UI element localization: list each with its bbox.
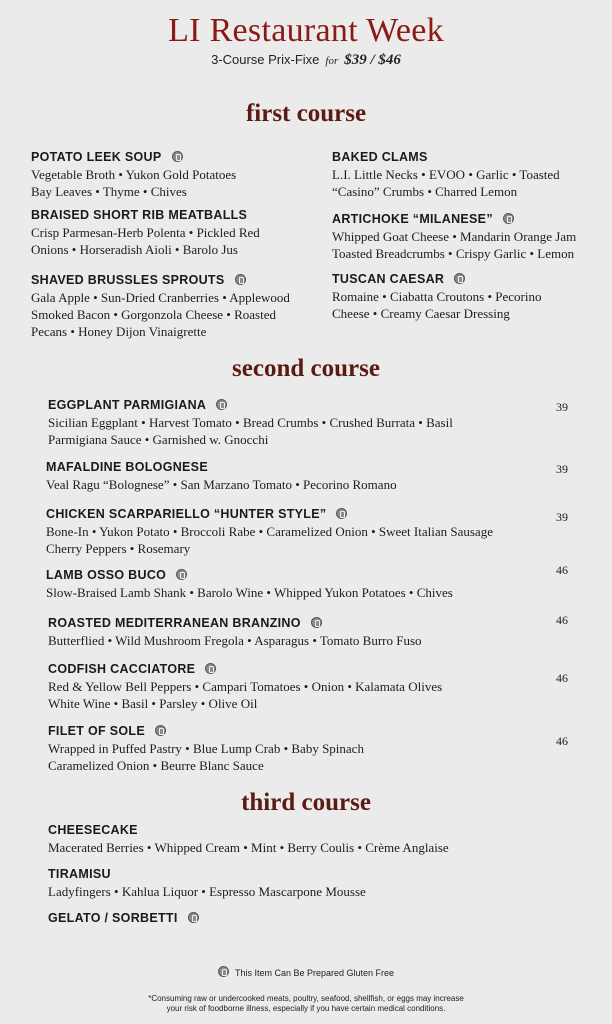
item-name: SHAVED BRUSSLES SPROUTS: [31, 273, 225, 287]
desc-line: Ladyfingers • Kahlua Liquor • Espresso Mascarpone Mousse: [48, 884, 366, 899]
for-word: for: [325, 55, 339, 67]
disclaimer-line: *Consuming raw or undercooked meats, poultry, seafood, shellfish, or eggs may increase: [148, 994, 464, 1003]
item-price: 39: [556, 400, 568, 414]
gluten-free-icon: [216, 399, 227, 410]
item-name: BAKED CLAMS: [332, 150, 428, 164]
gluten-free-icon: [188, 912, 199, 923]
menu-item: [31, 207, 260, 258]
desc-line: Parmigiana Sauce • Garnished w. Gnocchi: [48, 432, 269, 447]
item-description: [48, 740, 364, 774]
desc-line: Gala Apple • Sun-Dried Cranberries • Applewood: [31, 290, 290, 305]
desc-line: Slow-Braised Lamb Shank • Barolo Wine • Whipped Yukon Potatoes • Chives: [46, 585, 453, 600]
subtitle-text: 3-Course Prix-Fixe: [211, 52, 320, 67]
gluten-free-icon: [176, 569, 187, 580]
gluten-free-legend: [0, 966, 612, 978]
desc-line: White Wine • Basil • Parsley • Olive Oil: [48, 696, 258, 711]
gluten-free-icon: [235, 274, 246, 285]
menu-item: [332, 271, 542, 322]
item-description: [31, 289, 290, 340]
desc-line: Veal Ragu “Bolognese” • San Marzano Tomato • Pecorino Romano: [46, 477, 397, 492]
menu-item: [31, 149, 236, 200]
gluten-free-icon: [205, 663, 216, 674]
first-course-heading: first course: [245, 100, 367, 127]
legend-text: This Item Can Be Prepared Gluten Free: [234, 968, 395, 978]
menu-item: [46, 567, 453, 601]
desc-line: Bay Leaves • Thyme • Chives: [31, 184, 187, 199]
desc-line: Sicilian Eggplant • Harvest Tomato • Bread Crumbs • Crushed Burrata • Basil: [48, 415, 453, 430]
item-description: [48, 883, 366, 900]
menu-item: [48, 615, 422, 649]
menu-item: [48, 661, 442, 712]
item-description: [31, 166, 236, 200]
desc-line: Butterflied • Wild Mushroom Fregola • Asparagus • Tomato Burro Fuso: [48, 633, 422, 648]
item-description: [48, 632, 422, 649]
desc-line: Pecans • Honey Dijon Vinaigrette: [31, 324, 207, 339]
item-description: [332, 166, 560, 200]
desc-line: Red & Yellow Bell Peppers • Campari Tomatoes • Onion • Kalamata Olives: [48, 679, 443, 694]
menu-item: [332, 211, 576, 262]
desc-line: L.I. Little Necks • EVOO • Garlic • Toasted: [332, 167, 560, 182]
item-description: [48, 839, 449, 856]
item-price: 46: [556, 734, 568, 748]
item-description: [332, 228, 576, 262]
desc-line: Bone-In • Yukon Potato • Broccoli Rabe • Caramelized Onion • Sweet Italian Sausage: [46, 524, 493, 539]
gluten-free-icon: [218, 966, 229, 977]
item-name: EGGPLANT PARMIGIANA: [48, 398, 207, 412]
item-name: CHICKEN SCARPARIELLO “HUNTER STYLE”: [46, 507, 327, 521]
item-name: CHEESECAKE: [48, 823, 138, 837]
page-title: LI Restaurant Week: [168, 12, 444, 49]
item-name: POTATO LEEK SOUP: [31, 150, 162, 164]
desc-line: Cheese • Creamy Caesar Dressing: [332, 306, 510, 321]
item-name: FILET OF SOLE: [48, 724, 145, 738]
item-name: BRAISED SHORT RIB MEATBALLS: [31, 208, 248, 222]
item-description: [46, 584, 453, 601]
gluten-free-icon: [172, 151, 183, 162]
menu-item: [48, 723, 364, 774]
desc-line: Wrapped in Puffed Pastry • Blue Lump Crab • Baby Spinach: [48, 741, 364, 756]
desc-line: Onions • Horseradish Aioli • Barolo Jus: [31, 242, 238, 257]
item-description: [46, 476, 397, 493]
menu-item: [48, 910, 199, 927]
item-description: [48, 414, 453, 448]
third-course-heading: third course: [241, 789, 371, 816]
prix-fixe-price: $39 / $46: [344, 52, 401, 68]
menu-item: [46, 506, 493, 557]
desc-line: Vegetable Broth • Yukon Gold Potatoes: [31, 167, 237, 182]
menu-item: [332, 149, 560, 200]
menu-item: [48, 866, 366, 900]
item-name: ROASTED MEDITERRANEAN BRANZINO: [48, 616, 301, 630]
desc-line: Crisp Parmesan-Herb Polenta • Pickled Red: [31, 225, 260, 240]
item-description: [31, 224, 260, 258]
item-name: CODFISH CACCIATORE: [48, 662, 196, 676]
menu-item: [48, 397, 453, 448]
item-description: [332, 288, 542, 322]
item-name: LAMB OSSO BUCO: [46, 568, 167, 582]
gluten-free-icon: [155, 725, 166, 736]
item-description: [48, 678, 442, 712]
menu-item: [46, 459, 397, 493]
second-course-heading: second course: [232, 355, 380, 382]
item-price: 39: [556, 510, 568, 524]
desc-line: Romaine • Ciabatta Croutons • Pecorino: [332, 289, 542, 304]
disclaimer-line: your risk of foodborne illness, especially if you have certain medical conditions.: [166, 1004, 446, 1013]
desc-line: Cherry Peppers • Rosemary: [46, 541, 191, 556]
gluten-free-icon: [503, 213, 514, 224]
desc-line: Smoked Bacon • Gorgonzola Cheese • Roasted: [31, 307, 276, 322]
item-name: TIRAMISU: [48, 867, 111, 881]
menu-item: [48, 822, 449, 856]
item-price: 46: [556, 613, 568, 627]
item-name: MAFALDINE BOLOGNESE: [46, 460, 208, 474]
item-name: TUSCAN CAESAR: [332, 272, 445, 286]
gluten-free-icon: [336, 508, 347, 519]
prix-fixe-subtitle: [0, 52, 612, 69]
menu-item: [31, 272, 290, 340]
gluten-free-icon: [311, 617, 322, 628]
desc-line: Toasted Breadcrumbs • Crispy Garlic • Lemon: [332, 246, 575, 261]
item-name: GELATO / SORBETTI: [48, 911, 178, 925]
desc-line: Caramelized Onion • Beurre Blanc Sauce: [48, 758, 264, 773]
item-price: 46: [556, 671, 568, 685]
desc-line: Macerated Berries • Whipped Cream • Mint • Berry Coulis • Crème Anglaise: [48, 840, 449, 855]
desc-line: “Casino” Crumbs • Charred Lemon: [332, 184, 518, 199]
gluten-free-icon: [454, 273, 465, 284]
health-disclaimer: [100, 994, 512, 1014]
desc-line: Whipped Goat Cheese • Mandarin Orange Jam: [332, 229, 577, 244]
item-description: [46, 523, 493, 557]
item-price: 39: [556, 462, 568, 476]
item-price: 46: [556, 563, 568, 577]
item-name: ARTICHOKE “MILANESE”: [332, 212, 493, 226]
